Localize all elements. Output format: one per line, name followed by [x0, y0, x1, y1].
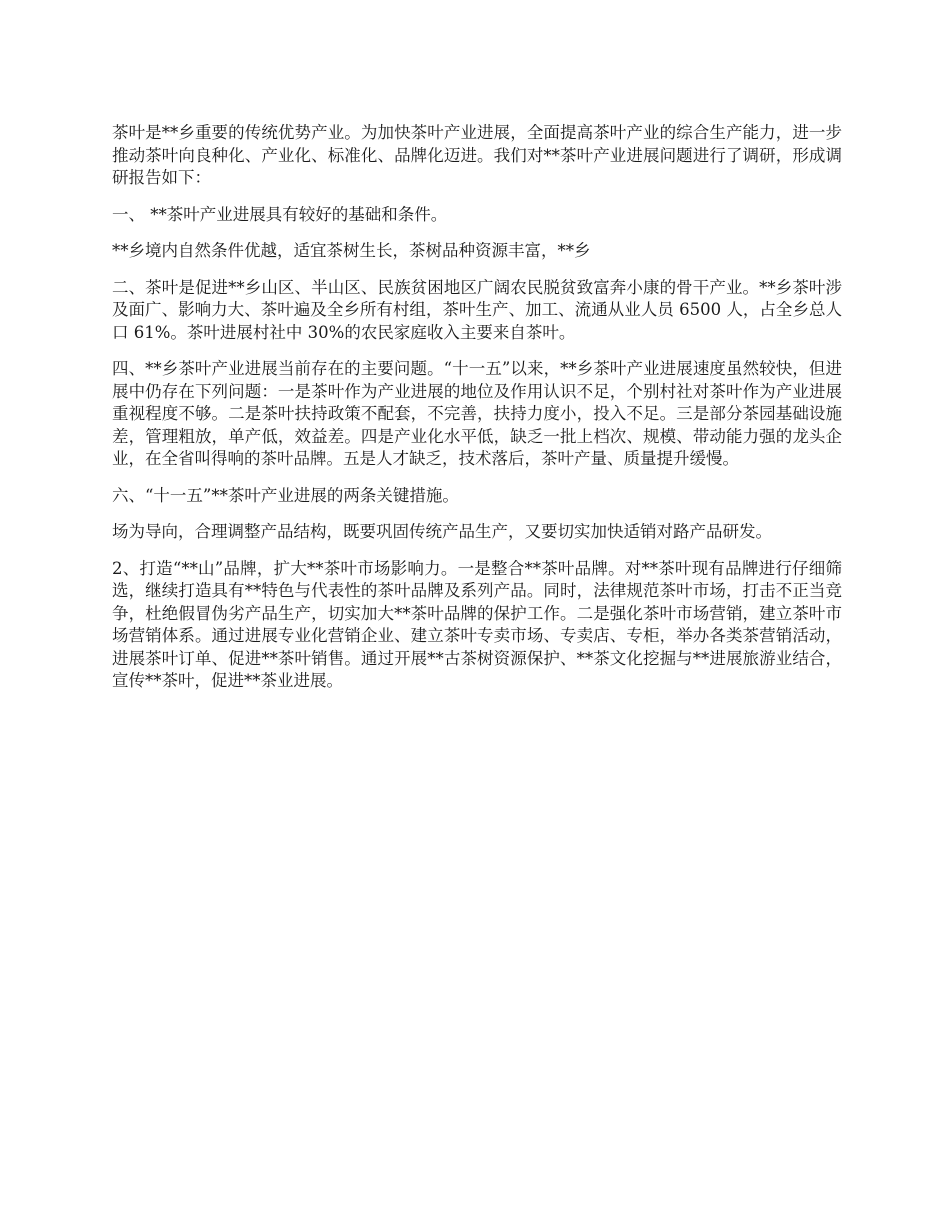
document-body — [112, 122, 842, 707]
paragraph-natural-conditions: **乡境内自然条件优越，适宜茶树生长，茶树品种资源丰富，**乡 — [112, 241, 591, 260]
paragraph-brand-building: 2、打造“**山”品牌，扩大**茶叶市场影响力。一是整合**茶叶品牌。对**茶叶现有品牌进行仔细筛选，继续打造具有**特色与代表性的茶叶品牌及系列产品。同时，法律规范茶叶市场，打击不正当竞争，杜绝假冒伪劣产品生产，切实加大**茶叶品牌的保护工作。二是强化茶叶市场营销，建立茶叶市场营销体系。通过进展专业化营销企业、建立茶叶专卖市场、专卖店、专柜，举办各类茶营销活动，进展茶叶订单、促进**茶叶销售。通过开展**古茶树资源保护、**茶文化挖掘与**进展旅游业结合，宣传**茶叶，促进**茶业进展。 — [112, 558, 842, 690]
paragraph-section-heading-6: 六、“十一五”**茶叶产业进展的两条关键措施。 — [112, 485, 459, 505]
paragraph-section-heading-1: 一、 **茶叶产业进展具有较好的基础和条件。 — [112, 204, 448, 224]
paragraph-intro: 茶叶是**乡重要的传统优势产业。为加快茶叶产业进展，全面提高茶叶产业的综合生产能力，进一步推动茶叶向良种化、产业化、标准化、品牌化迈进。我们对**茶叶产业进展问题进行了调研，形成调研报告如下： — [112, 123, 842, 187]
paragraph-section-2: 二、茶叶是促进**乡山区、半山区、民族贫困地区广阔农民脱贫致富奔小康的骨干产业。**乡茶叶涉及面广、影响力大、茶叶遍及全乡所有村组，茶叶生产、加工、流通从业人员 6500 人，占全乡总人口 61%。茶叶进展村社中 30%的农民家庭收入主要来自茶叶。 — [112, 277, 842, 342]
paragraph-section-4-problems: 四、**乡茶叶产业进展当前存在的主要问题。“十一五”以来，**乡茶叶产业进展速度虽然较快，但进展中仍存在下列问题：一是茶叶作为产业进展的地位及作用认识不足，个别村社对茶叶作为产业进展重视程度不够。二是茶叶扶持政策不配套，不完善，扶持力度小，投入不足。三是部分茶园基础设施差，管理粗放，单产低，效益差。四是产业化水平低，缺乏一批上档次、规模、带动能力强的龙头企业，在全省叫得响的茶叶品牌。五是人才缺乏，技术落后，茶叶产量、质量提升缓慢。 — [112, 359, 842, 468]
paragraph-market-orientation: 场为导向，合理调整产品结构，既要巩固传统产品生产，又要切实加快适销对路产品研发。 — [112, 522, 772, 541]
